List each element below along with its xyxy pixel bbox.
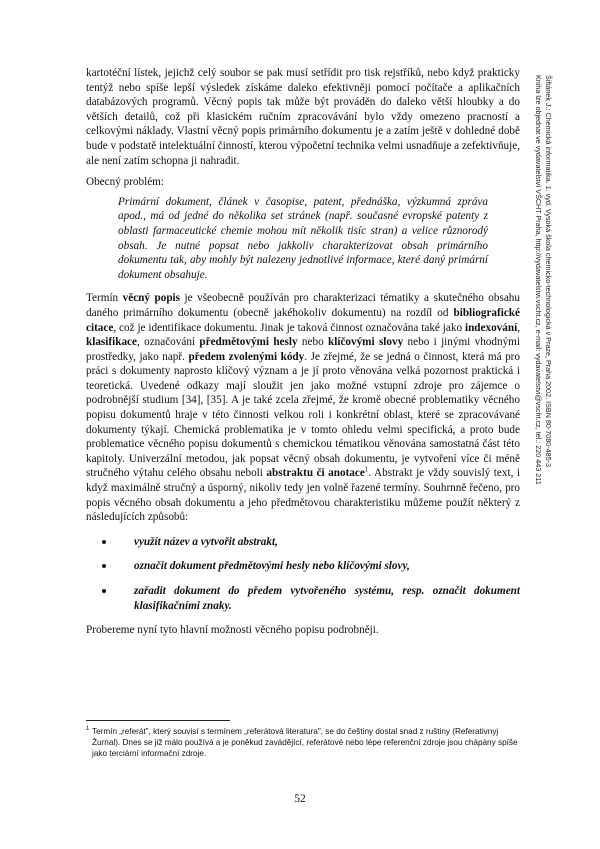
list-item: označit dokument předmětovými hesly nebo klíčovými slovy,: [116, 559, 520, 574]
side-note-line-1: Šiftánek J.: Chemická informatika. 1. vyd. Vysoká škola chemicko-technologická v Praze, Praha 2002. ISBN 80-7080-485-3: [544, 75, 553, 468]
text-run: nebo: [297, 336, 328, 349]
term-predmetova-hesla: předmětovými hesly: [199, 336, 298, 349]
closing-paragraph: Probereme nyní tyto hlavní možnosti věcného popisu podrobněji.: [86, 624, 379, 637]
text-run: ,: [517, 321, 520, 334]
footnote-text: Termín „referát", který souvisí s termínem „referátová literatura", se do češtiny dostal snad z ruštiny (Referativnyj Žurnal). Dnes se již málo používá a je poněkud zavádějící, referátové nebo lépe referenční zdroje jsou chápány spíše jako terciární informační zdroje.: [92, 727, 518, 758]
text-run: . Abstrakt je vždy souvislý text, i když maximálně stručný a úsporný, nikoliv tedy jen volně řazené termíny. Souhrnně řečeno, pro popis věcného obsah dokumentu a jeho předmětovou charakteristiku můžeme použít některý z následujících způsobů:: [86, 467, 521, 524]
page-number: 52: [294, 793, 306, 805]
main-paragraph-text: [86, 291, 520, 525]
problem-quote: Primární dokument, článek v časopise, patent, přednáška, výzkumná zpráva apod., má od jedné do několika set stránek (např. současné evropské patenty z oblasti farmaceutické chemie mohou mít několik tisíc stran) a velice různorodý obsah. Je nutné popsat nebo jakkoliv charakterizovat obsah primárního dokumentu tak, aby mohly být nalezeny jednotlivé informace, které daný primární dokument obsahuje.: [118, 195, 488, 281]
main-text-column: [86, 66, 520, 645]
term-klasifikace: klasifikace: [86, 336, 137, 349]
side-note-line-2: Kniha lze objednat ve vydavatelství VŠCHT Praha, http://vydavatelstvi.vscht.cz, e-mail: vydavatelstvi@vscht.cz, tel.: 220 443 211: [534, 75, 543, 485]
method-list: [86, 535, 520, 613]
intro-paragraph-text: kartotéční lístek, jejichž celý soubor se pak musí setřídit pro tisk rejstříků, nebo když prakticky tentýž nebo spíše lepší výsledek získáme daleko efektivněji pomocí počítače a aplikačních databázových programů. Věcný popis tak může být prováděn do daleko větší hloubky a do větších detailů, což při klasickém ručním zpracovávání bylo vždy omezeno pracností a celkovými náklady. Vlastní věcný popis primárního dokumentu je a zatím ještě v dohledné době bude v podstatě intelektuální činností, kterou výpočetní technika velmi usnadňuje a zefektivňuje, ale není zatím schopna ji nahradit.: [86, 67, 521, 167]
problem-heading: Obecný problém:: [86, 176, 164, 189]
list-item: využít název a vytvořit abstrakt,: [116, 535, 520, 550]
term-abstrakt-anotace: abstraktu či anotace: [266, 467, 365, 480]
term-vecny-popis: věcný popis: [122, 292, 181, 305]
term-predem-zvolene-kody: předem zvolenými kódy: [188, 350, 305, 363]
term-bibliograficka-citace: bibliografické citace: [86, 306, 520, 334]
footnote-number: 1: [86, 726, 90, 732]
intro-paragraph: [86, 66, 520, 168]
text-run: Termín: [86, 292, 123, 305]
text-run: nebo i jinými vhodnými prostředky, jako např.: [86, 336, 520, 363]
text-run: je všeobecně používán pro charakterizaci tématiky a skutečného obsahu daného primárního dokumentu (obecně jakéhokoliv dokumentu) na rozdíl od: [86, 292, 520, 319]
term-klicova-slova: klíčovými slovy: [328, 336, 404, 349]
citation-side-note: [523, 75, 553, 655]
text-run: . Je zřejmé, že se jedná o činnost, která má pro práci s dokumenty naprosto klíčový význam a je jí proto věnována velká pozornost praktická i teoretická. Uvedené odkazy mají sloužit jen jako možné vstupní zdroje pro zájemce o podrobnější studium [34], [35]. A je také zcela zřejmé, že kromě obecné problematiky věcného popisu dokumentů hraje v této činnosti velkou roli i konkrétní oblast, které se zpracovávané dokumenty týkají. Chemická problematika je v tomto ohledu velmi specifická, a proto bude problematice věcného popisu dokumentů s chemickou tématikou věnována samostatná část této kapitoly. Univerzální metodou, jak popsat věcný obsah dokumentu, je vytvoření více či méně stručného výtahu celého obsahu neboli: [86, 350, 520, 480]
text-run: , což je identifikace dokumentu. Jinak je taková činnost označována také jako: [113, 321, 465, 334]
main-paragraph: [86, 291, 520, 525]
list-item: zařadit dokument do předem vytvořeného systému, resp. označit dokument klasifikačními znaky.: [116, 584, 520, 613]
term-indexovani: indexování: [464, 321, 518, 334]
text-run: , označování: [136, 336, 200, 349]
footnote: [86, 726, 520, 759]
footnote-reference: 1: [364, 465, 369, 474]
footnote-divider: [86, 720, 230, 721]
